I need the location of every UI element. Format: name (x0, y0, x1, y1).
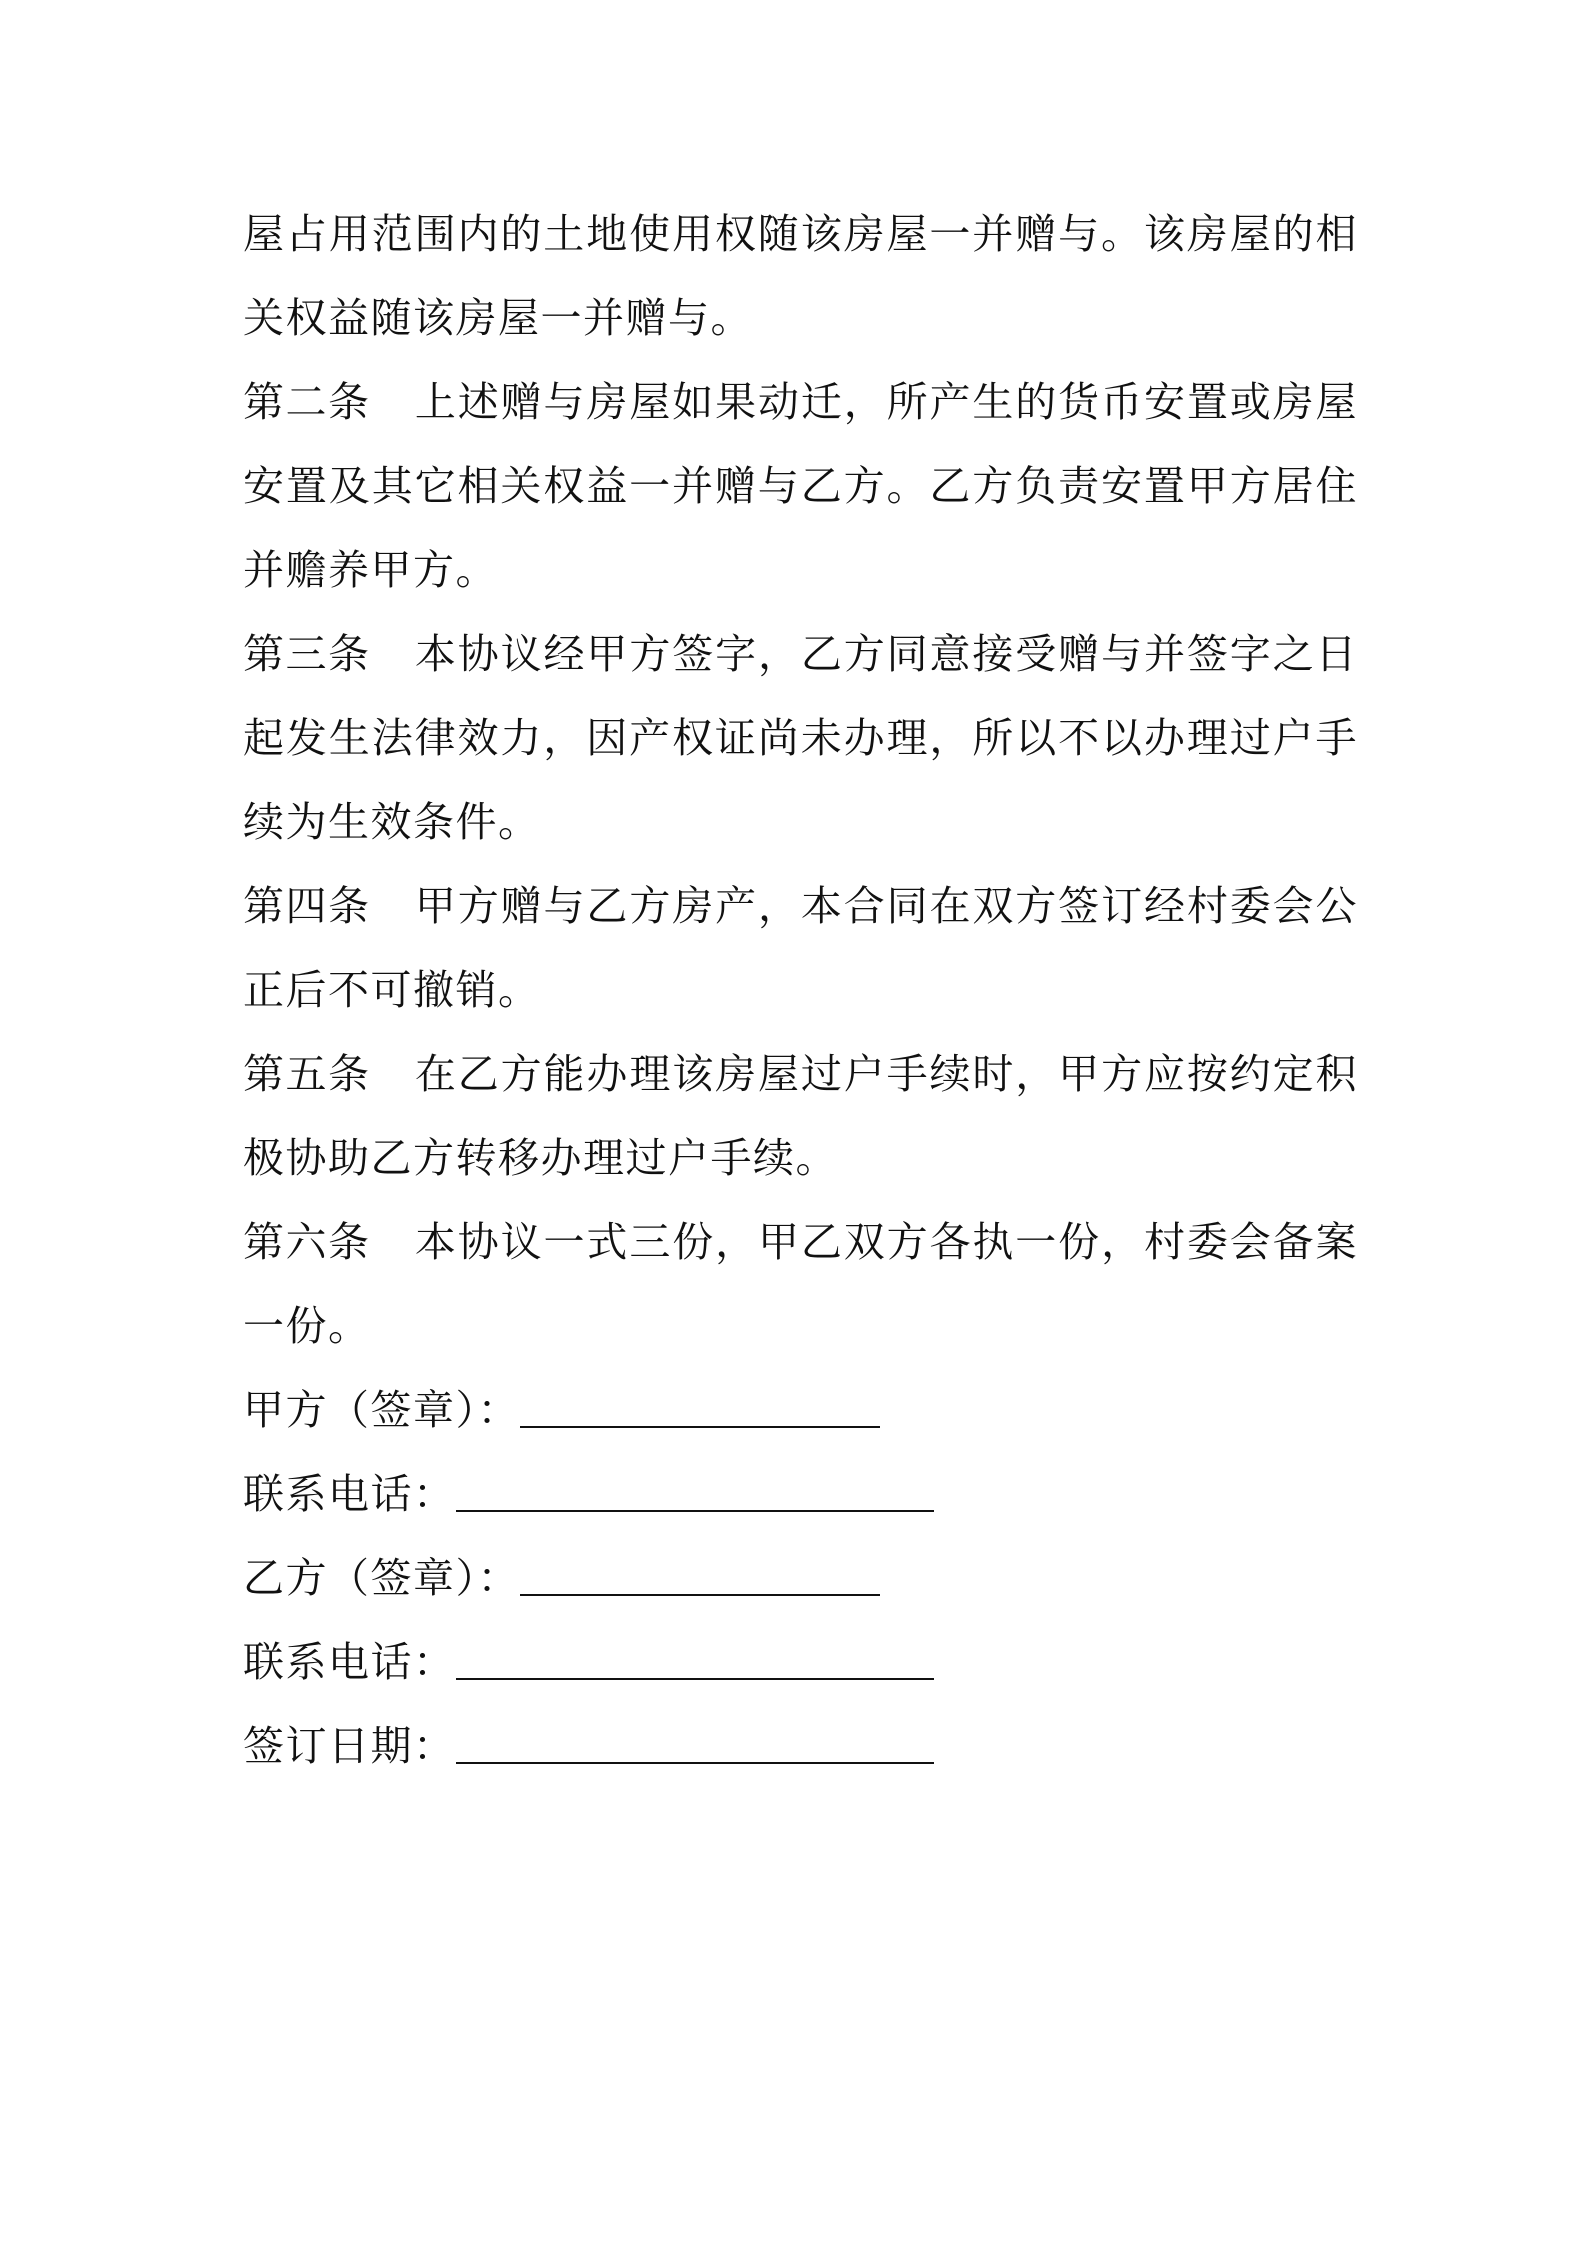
article-text: 本协议经甲方签字，乙方同意接受赠与并签字之日起发生法律效力，因产权证尚未办理，所以不以办理过户手续为生效条件。 (243, 630, 1358, 846)
article-5 (243, 1032, 1358, 1200)
signature-label: 签订日期： (243, 1722, 456, 1770)
party-b-signature-line (243, 1536, 1358, 1620)
signing-date-line (243, 1704, 1358, 1788)
party-a-signature-blank[interactable] (520, 1382, 880, 1428)
article-text: 在乙方能办理该房屋过户手续时，甲方应按约定积极协助乙方转移办理过户手续。 (243, 1050, 1358, 1182)
article-number: 第五条 (243, 1050, 371, 1098)
signature-label: 乙方（签章）： (243, 1554, 520, 1602)
signing-date-blank[interactable] (456, 1718, 934, 1764)
article-number: 第四条 (243, 882, 371, 930)
party-b-phone-blank[interactable] (456, 1634, 934, 1680)
article-text: 本协议一式三份，甲乙双方各执一份，村委会备案一份。 (243, 1218, 1358, 1350)
article-2 (243, 360, 1358, 612)
paragraph-continuation (243, 192, 1358, 360)
article-text: 上述赠与房屋如果动迁，所产生的货币安置或房屋安置及其它相关权益一并赠与乙方。乙方负责安置甲方居住并赡养甲方。 (243, 378, 1358, 594)
party-a-phone-blank[interactable] (456, 1466, 934, 1512)
article-number: 第三条 (243, 630, 371, 678)
party-a-phone-line (243, 1452, 1358, 1536)
signature-label: 甲方（签章）： (243, 1386, 520, 1434)
article-4 (243, 864, 1358, 1032)
paragraph-text: 屋占用范围内的土地使用权随该房屋一并赠与。该房屋的相关权益随该房屋一并赠与。 (243, 210, 1358, 342)
article-6 (243, 1200, 1358, 1368)
article-text: 甲方赠与乙方房产，本合同在双方签订经村委会公正后不可撤销。 (243, 882, 1358, 1014)
signature-label: 联系电话： (243, 1470, 456, 1518)
party-b-signature-blank[interactable] (520, 1550, 880, 1596)
article-number: 第二条 (243, 378, 371, 426)
party-b-phone-line (243, 1620, 1358, 1704)
party-a-signature-line (243, 1368, 1358, 1452)
article-3 (243, 612, 1358, 864)
document-body (243, 192, 1358, 1788)
signature-label: 联系电话： (243, 1638, 456, 1686)
article-number: 第六条 (243, 1218, 371, 1266)
